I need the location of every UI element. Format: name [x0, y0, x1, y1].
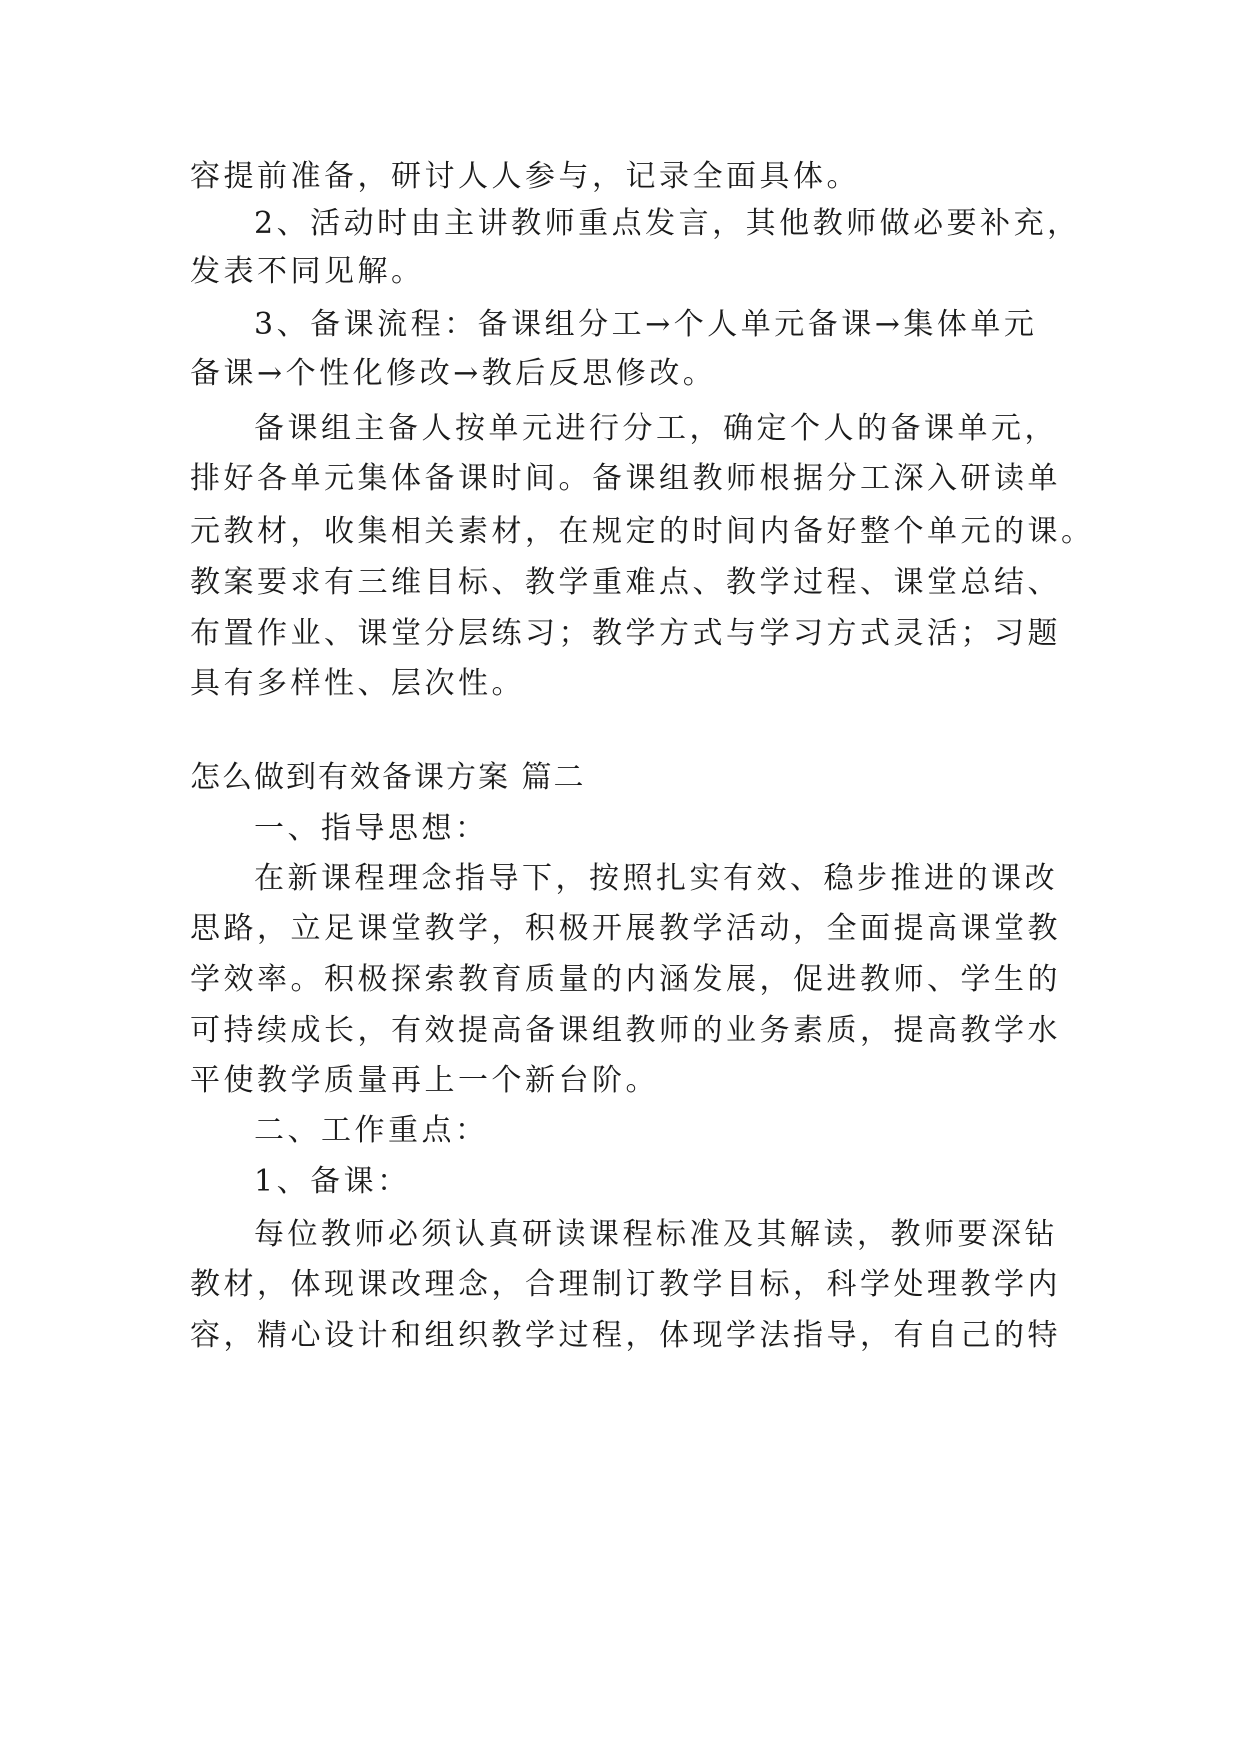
- text-line: 平使教学质量再上一个新台阶。: [190, 1063, 659, 1098]
- text-line: 容提前准备，研讨人人参与，记录全面具体。: [190, 159, 860, 194]
- section-heading: 怎么做到有效备课方案 篇二: [190, 760, 586, 795]
- text-line: 排好各单元集体备课时间。备课组教师根据分工深入研读单: [190, 461, 1061, 496]
- text-line: 布置作业、课堂分层练习；教学方式与学习方式灵活；习题: [190, 616, 1061, 651]
- text-line: 在新课程理念指导下，按照扎实有效、稳步推进的课改: [254, 861, 1058, 896]
- text-line: 1、备课：: [254, 1164, 411, 1199]
- text-line: 一、指导思想：: [254, 811, 489, 846]
- text-line: 教案要求有三维目标、教学重难点、教学过程、课堂总结、: [190, 565, 1061, 600]
- text-line: 发表不同见解。: [190, 254, 425, 289]
- text-line: 2、活动时由主讲教师重点发言，其他教师做必要补充，: [254, 206, 1081, 241]
- text-line: 学效率。积极探索教育质量的内涵发展，促进教师、学生的: [190, 962, 1061, 997]
- text-line: 3、备课流程：备课组分工→个人单元备课→集体单元: [254, 307, 1038, 342]
- text-line: 可持续成长，有效提高备课组教师的业务素质，提高教学水: [190, 1013, 1061, 1048]
- text-line: 具有多样性、层次性。: [190, 666, 525, 701]
- text-line: 容，精心设计和组织教学过程，体现学法指导，有自己的特: [190, 1318, 1061, 1353]
- text-line: 教材，体现课改理念，合理制订教学目标，科学处理教学内: [190, 1267, 1061, 1302]
- text-line: 备课→个性化修改→教后反思修改。: [190, 356, 717, 391]
- text-line: 备课组主备人按单元进行分工，确定个人的备课单元，: [254, 411, 1058, 446]
- text-line: 二、工作重点：: [254, 1113, 489, 1148]
- text-line: 每位教师必须认真研读课程标准及其解读，教师要深钻: [254, 1217, 1058, 1252]
- text-line: 思路，立足课堂教学，积极开展教学活动，全面提高课堂教: [190, 911, 1061, 946]
- text-line: 元教材，收集相关素材，在规定的时间内备好整个单元的课。: [190, 514, 1095, 549]
